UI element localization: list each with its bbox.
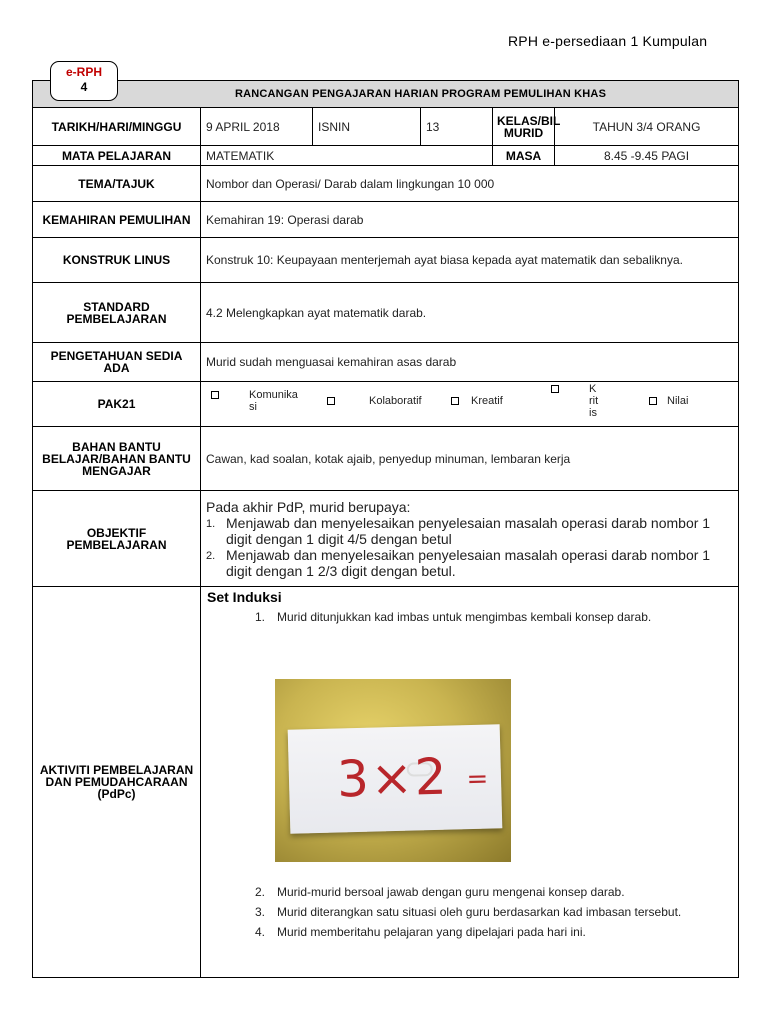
standard-label: STANDARD PEMBELAJARAN	[33, 283, 201, 343]
kolaboratif-label: Kolaboratif	[369, 395, 422, 407]
aktiviti-list-bottom	[207, 882, 732, 942]
subject-label: MATA PELAJARAN	[33, 146, 201, 166]
tema-value: Nombor dan Operasi/ Darab dalam lingkungan 10 000	[201, 166, 739, 202]
objektif-item-number: 1.	[206, 517, 216, 530]
header-note: RPH e-persediaan 1 Kumpulan	[508, 33, 708, 49]
aktiviti-step-1	[207, 607, 732, 627]
pak21-row	[33, 382, 739, 427]
objektif-item-text: Menjawab dan menyelesaikan penyelesaian masalah operasi darab nombor 1 digit dengan 1 2/3 digit dengan betul.	[226, 546, 711, 579]
step-text: Murid diterangkan satu situasi oleh guru berdasarkan kad imbasan tersebut.	[277, 905, 682, 919]
kritis-label-a: K	[589, 383, 597, 395]
nilai-label: Nilai	[667, 395, 689, 407]
komunikasi-label-a: Komunika	[249, 389, 298, 401]
flash-card	[288, 724, 503, 834]
tema-label: TEMA/TAJUK	[33, 166, 201, 202]
bahan-row	[33, 427, 739, 491]
objektif-label: OBJEKTIF PEMBELAJARAN	[33, 491, 201, 587]
time-label: MASA	[493, 146, 555, 166]
kritis-label-c: is	[589, 407, 597, 419]
objektif-item-1	[206, 515, 733, 547]
standard-value: 4.2 Melengkapkan ayat matematik darab.	[201, 283, 739, 343]
aktiviti-step-3	[207, 902, 732, 922]
pengetahuan-value: Murid sudah menguasai kemahiran asas darab	[201, 343, 739, 382]
step-text: Murid memberitahu pelajaran yang dipelajari pada hari ini.	[277, 925, 586, 939]
step-text: Murid ditunjukkan kad imbas untuk mengimbas kembali konsep darab.	[277, 610, 652, 624]
kolaboratif-checkbox[interactable]	[327, 397, 335, 405]
aktiviti-row	[33, 587, 739, 978]
pak21-options	[201, 382, 739, 427]
erph-badge-number: 4	[80, 80, 88, 94]
konstruk-label: KONSTRUK LINUS	[33, 238, 201, 283]
standard-row	[33, 283, 739, 343]
aktiviti-step-4	[207, 922, 732, 942]
objektif-item-text: Menjawab dan menyelesaikan penyelesaian masalah operasi darab nombor 1 digit dengan 1 digit 4/5 dengan betul	[226, 514, 711, 547]
objektif-cell	[201, 491, 739, 587]
konstruk-value: Konstruk 10: Keupayaan menterjemah ayat biasa kepada ayat matematik dan sebaliknya.	[201, 238, 739, 283]
objektif-item-2	[206, 547, 733, 579]
flash-card-equals: =	[466, 764, 491, 795]
date-value: 9 APRIL 2018	[201, 108, 313, 146]
date-row	[33, 108, 739, 146]
subject-row	[33, 146, 739, 166]
kemahiran-value: Kemahiran 19: Operasi darab	[201, 202, 739, 238]
bahan-value: Cawan, kad soalan, kotak ajaib, penyedup minuman, lembaran kerja	[201, 427, 739, 491]
flash-card-expression	[336, 747, 491, 809]
class-value: TAHUN 3/4 ORANG	[555, 108, 739, 146]
subject-value: MATEMATIK	[201, 146, 493, 166]
kritis-label-b: rit	[589, 395, 599, 407]
aktiviti-list-top	[207, 607, 732, 627]
kemahiran-label: KEMAHIRAN PEMULIHAN	[33, 202, 201, 238]
nilai-checkbox[interactable]	[649, 397, 657, 405]
erph-badge	[50, 61, 118, 101]
kritis-checkbox[interactable]	[551, 385, 559, 393]
bahan-label: BAHAN BANTU BELAJAR/BAHAN BANTU MENGAJAR	[33, 427, 201, 491]
class-label: KELAS/BIL MURID	[493, 108, 555, 146]
title-row	[33, 81, 739, 108]
objektif-row	[33, 491, 739, 587]
objektif-item-number: 2.	[206, 549, 216, 562]
set-induksi-title: Set Induksi	[207, 589, 282, 605]
pengetahuan-label: PENGETAHUAN SEDIA ADA	[33, 343, 201, 382]
time-value: 8.45 -9.45 PAGI	[555, 146, 739, 166]
kreatif-label: Kreatif	[471, 395, 503, 407]
step-number: 3.	[255, 905, 266, 919]
flash-card-text: 3×2	[336, 747, 450, 809]
step-number: 2.	[255, 885, 266, 899]
erph-badge-label: e-RPH	[65, 65, 102, 79]
step-number: 4.	[255, 925, 266, 939]
kemahiran-row	[33, 202, 739, 238]
pengetahuan-row	[33, 343, 739, 382]
aktiviti-label: AKTIVITI PEMBELAJARAN DAN PEMUDAHCARAAN (PdPc)	[33, 587, 201, 978]
step-text: Murid-murid bersoal jawab dengan guru mengenai konsep darab.	[277, 885, 625, 899]
step-number: 1.	[255, 610, 266, 624]
flash-card-photo	[275, 679, 511, 862]
konstruk-row	[33, 238, 739, 283]
pak21-label: PAK21	[33, 382, 201, 427]
document-title: RANCANGAN PENGAJARAN HARIAN PROGRAM PEMULIHAN KHAS	[33, 81, 739, 108]
objektif-intro: Pada akhir PdP, murid berupaya:	[206, 498, 411, 515]
objektif-list	[206, 515, 733, 579]
aktiviti-step-2	[207, 882, 732, 902]
tema-row	[33, 166, 739, 202]
komunikasi-label-b: si	[249, 401, 257, 413]
komunikasi-checkbox[interactable]	[211, 391, 219, 399]
aktiviti-cell	[201, 587, 739, 978]
day-value: ISNIN	[313, 108, 421, 146]
date-label: TARIKH/HARI/MINGGU	[33, 108, 201, 146]
week-value: 13	[421, 108, 493, 146]
lesson-plan-table	[32, 80, 739, 978]
kreatif-checkbox[interactable]	[451, 397, 459, 405]
